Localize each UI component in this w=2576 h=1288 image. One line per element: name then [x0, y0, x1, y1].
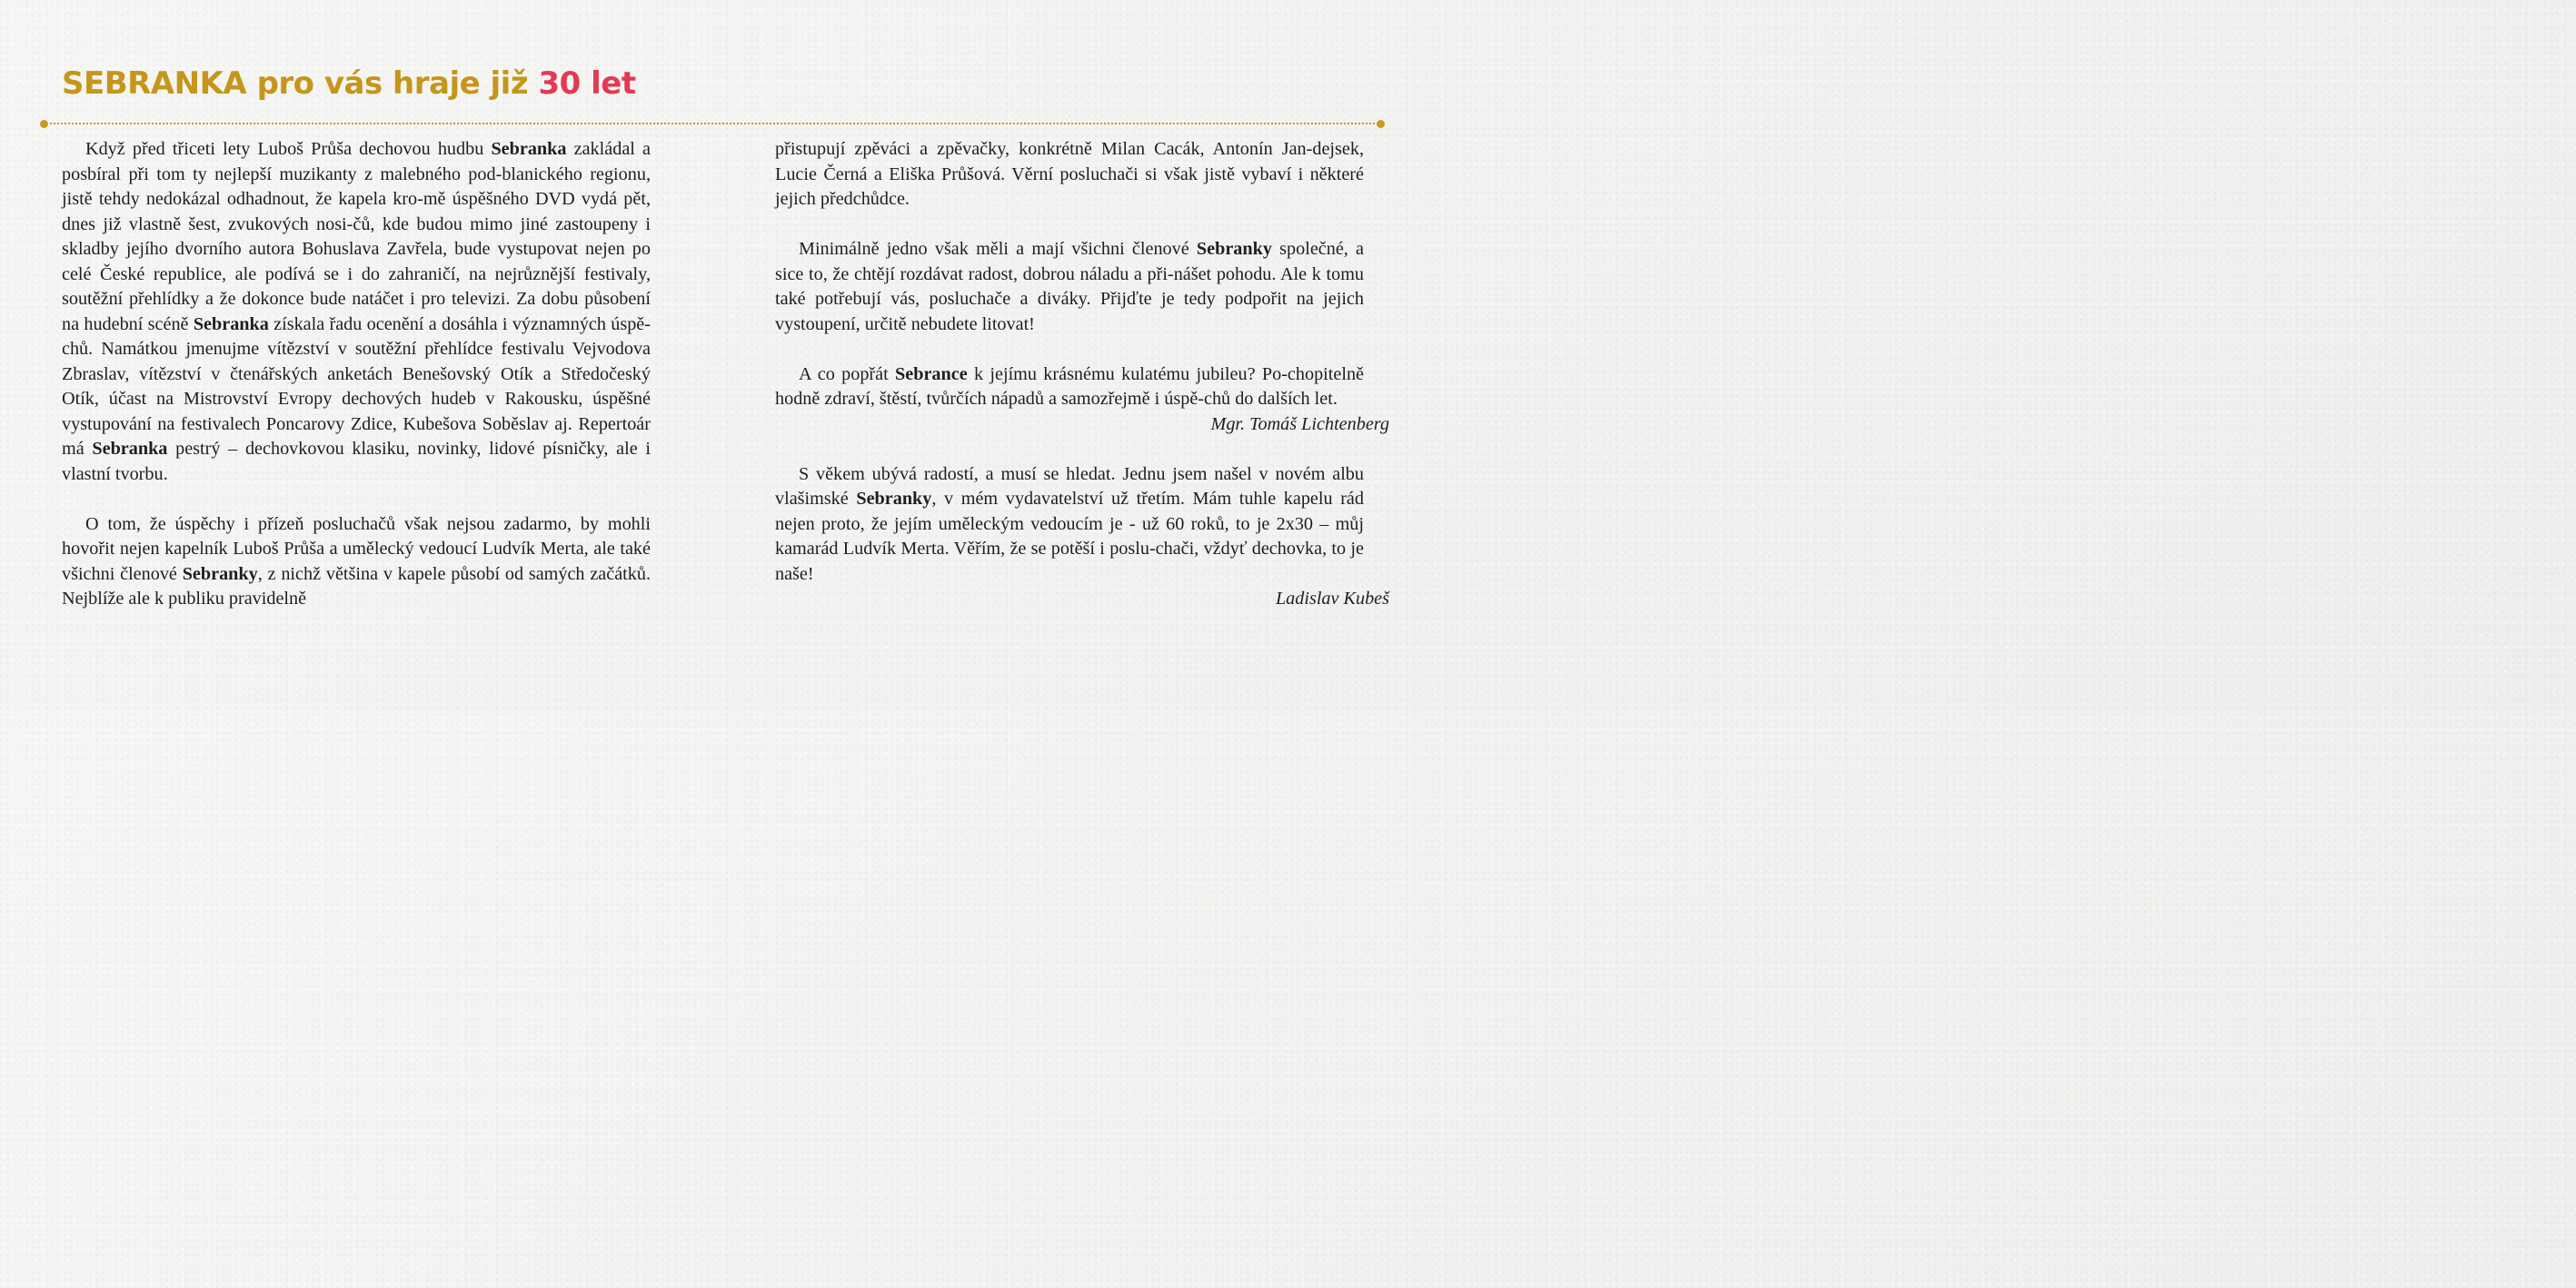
text-span: O tom, že úspěchy i přízeň posluchačů však nejsou zadarmo, by mohli hovořit nejen kapelník Luboš Průša a umělecký vedoucí Ludvík Merta, ale také všichni členové — [62, 513, 651, 584]
paragraph-publisher — [775, 462, 1364, 588]
text-span: Minimálně jedno však měli a mají všichni členové — [799, 239, 1197, 259]
band-name: Sebranka — [92, 439, 168, 459]
text-span: Když před třiceti lety Luboš Průša dechovou hudbu — [85, 139, 492, 159]
band-name: Sebrance — [895, 363, 968, 384]
text-span: získala řadu ocenění a dosáhla i významných úspě-chů. Namátkou jmenujme vítězství v soutěžní přehlídce festivalu Vejvodova Zbraslav, vítězství v čtenářských anketách Benešovský Otík a Středočeský Otík, účast na Mistrovství Evropy dechových hudeb v Rakousku, úspěšné vystupování na festivalech Poncarovy Zdice, Kubešova Soběslav aj. Repertoár má — [62, 313, 651, 459]
signature-kubes: Ladislav Kubeš — [1275, 589, 1389, 609]
band-name: Sebranky — [856, 489, 932, 509]
text-span: , v mém vydavatelství už třetím. Mám tuhle kapelu rád nejen proto, že jejím uměleckým vedoucím je - už 60 roků, to je 2x30 – můj kamarád Ludvík Merta. Věřím, že se potěší i poslu-chači, vždyť dechovka, to je naše! — [775, 489, 1364, 584]
text-span: , z nichž většina v kapele působí od samých začátků. Nejblíže ale k publiku pravidelně — [62, 563, 651, 609]
band-name: Sebranky — [182, 563, 258, 584]
text-span: k jejímu krásnému kulatému jubileu? Po-chopitelně hodně zdraví, štěstí, tvůrčích nápadů a samozřejmě i úspě-chů do dalších let. — [775, 363, 1365, 409]
divider-dot-left — [40, 120, 48, 128]
title-accent: 30 let — [538, 65, 636, 102]
text-span: pestrý – dechovkovou klasiku, novinky, lidové písničky, ale i vlastní tvorbu. — [62, 439, 651, 484]
paragraph-wishes — [775, 362, 1364, 412]
paragraph-history — [62, 137, 651, 487]
dotted-divider — [44, 122, 1381, 125]
page-title — [62, 64, 636, 104]
title-main: SEBRANKA pro vás hraje již — [62, 65, 539, 102]
text-span: společné, a sice to, že chtějí rozdávat radost, dobrou náladu a při-nášet pohodu. Ale k tomu také potřebují vás, posluchače a diváky. Přijďte je tedy podpořit na jejich vystoupení, určitě nebudete litovat! — [775, 239, 1365, 334]
divider-line — [44, 123, 1381, 124]
signature-lichtenberg: Mgr. Tomáš Lichtenberg — [1210, 413, 1389, 434]
band-name: Sebranka — [193, 313, 269, 334]
paragraph-singers — [775, 137, 1364, 213]
band-name: Sebranky — [1196, 239, 1272, 259]
paragraph-joy — [775, 237, 1364, 337]
left-column — [62, 137, 651, 612]
text-span: S věkem ubývá radostí, a musí se hledat. Jednu jsem našel v novém albu vlašimské — [775, 463, 1364, 509]
text-span: zakládal a posbíral při tom ty nejlepší muzikanty z malebného pod-blanického regionu, jistě tehdy nedokázal odhadnout, že kapela kro-mě úspěšného DVD vydá pět, dnes již vlastně šest, zvukových nosi-čů, kde budou mimo jiné zastoupeny i skladby jejího dvorního autora Bohuslava Zavřela, bude vystupovat nejen po celé České republice, ale podívá se i do zahraničí, na nejrůznější festivaly, soutěžní přehlídky a že dokonce bude natáčet i pro televizi. Za dobu působení na hudební scéně — [62, 139, 651, 334]
paragraph-members — [62, 512, 651, 612]
text-span: A co popřát — [799, 363, 896, 384]
band-name: Sebranka — [491, 139, 567, 159]
text-span: přistupují zpěváci a zpěvačky, konkrétně Milan Cacák, Antonín Jan-dejsek, Lucie Černá a Eliška Průšová. Věrní posluchači si však jistě vybaví i některé jejich předchůdce. — [775, 139, 1364, 209]
right-column — [775, 137, 1389, 612]
divider-dot-right — [1377, 120, 1385, 128]
